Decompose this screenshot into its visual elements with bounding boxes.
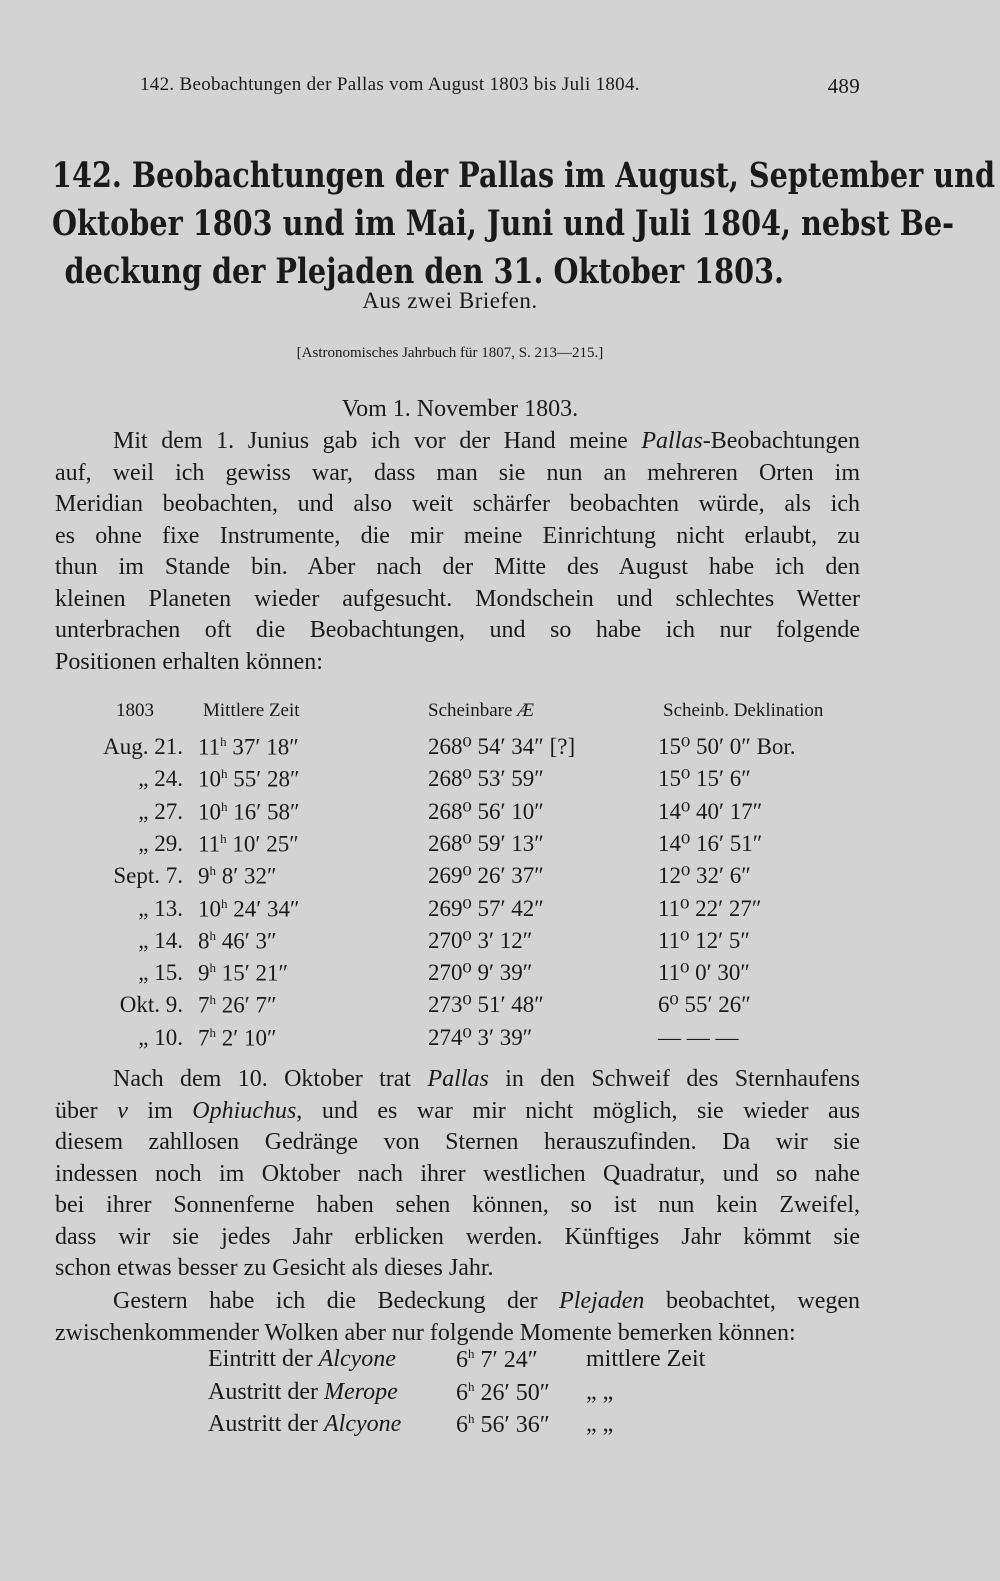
star-name: Merope [323, 1378, 398, 1405]
cell-declination: 11⁰ 12′ 5″ [658, 927, 750, 953]
hours: 9 [198, 960, 210, 986]
cell-mean-time [198, 896, 300, 923]
hour-mark: h [221, 766, 228, 782]
italic-word: Ophiuchus [192, 1097, 297, 1124]
min-sec: 10′ 25″ [226, 831, 299, 857]
paragraph-line: schon etwas besser zu Gesicht als dieses Jahr. [55, 1255, 494, 1281]
cell-right-ascension: 270⁰ 9′ 39″ [428, 960, 533, 986]
hours: 6 [456, 1412, 468, 1438]
page-number: 489 [827, 74, 860, 98]
header-right-ascension [428, 700, 534, 722]
hour-mark: h [468, 1378, 475, 1394]
header-ra-text: Scheinbare [428, 700, 513, 721]
cell-right-ascension: 268⁰ 54′ 34″ [?] [428, 734, 576, 759]
paragraph-3 [55, 1286, 860, 1349]
paragraph-line: diesem zahllosen Gedränge von Sternen herauszufinden. Da wir sie [55, 1129, 860, 1155]
event-kind: Austritt der [208, 1411, 318, 1437]
event-label [208, 1346, 396, 1373]
cell-right-ascension: 273⁰ 51′ 48″ [428, 992, 544, 1018]
event-time [456, 1411, 550, 1439]
table-row [88, 766, 868, 798]
cell-date: „ 27. [138, 798, 183, 824]
event-kind: Austritt der [208, 1378, 318, 1405]
letter-date-heading: Vom 1. November 1803. [341, 396, 579, 422]
min-sec: 55′ 28″ [227, 766, 300, 792]
event-time [456, 1379, 550, 1407]
hour-mark: h [220, 734, 227, 749]
cell-mean-time [198, 734, 299, 761]
hours: 8 [198, 928, 210, 954]
cell-right-ascension: 268⁰ 56′ 10″ [428, 798, 544, 824]
min-sec: 7′ 24″ [474, 1347, 538, 1373]
cell-declination: 15⁰ 50′ 0″ Bor. [658, 734, 796, 759]
hours: 7 [198, 1025, 210, 1051]
cell-date: Sept. 7. [113, 863, 183, 889]
paragraph-line: zwischenkommender Wolken aber nur folgende Momente bemerken können: [55, 1319, 796, 1346]
italic-word: ν [117, 1097, 128, 1124]
table-row [88, 863, 868, 895]
hour-mark: h [209, 927, 216, 943]
cell-right-ascension: 269⁰ 57′ 42″ [428, 895, 544, 921]
source-citation: [Astronomisches Jahrbuch für 1807, S. 213—215.] [296, 345, 604, 361]
hours: 7 [198, 993, 210, 1019]
cell-date: „ 14. [138, 927, 183, 953]
line-text: Gestern habe ich die Bedeckung der [113, 1288, 538, 1314]
table-row [88, 928, 868, 960]
title-line-3: deckung der Plejaden den 31. Oktober 1803. [64, 251, 785, 292]
event-label [208, 1411, 401, 1438]
cell-right-ascension: 268⁰ 53′ 59″ [428, 766, 544, 792]
hour-mark: h [209, 863, 216, 879]
header-declination: Scheinb. Deklination [663, 700, 824, 721]
min-sec: 24′ 34″ [227, 896, 300, 922]
min-sec: 56′ 36″ [474, 1412, 550, 1438]
cell-mean-time [198, 799, 300, 826]
cell-date: „ 24. [138, 766, 183, 792]
event-note: „ „ [586, 1411, 614, 1437]
cell-declination: 14⁰ 16′ 51″ [658, 830, 763, 856]
table-row [88, 960, 868, 992]
line-text: im [147, 1097, 173, 1124]
title-line-2: Oktober 1803 und im Mai, Juni und Juli 1804, nebst Be- [52, 203, 955, 244]
paragraph-line [55, 1286, 860, 1318]
hours: 10 [198, 766, 221, 792]
paragraph-line: auf, weil ich gewiss war, dass man sie nun an mehreren Orten im [55, 459, 860, 486]
cell-mean-time [198, 766, 300, 793]
event-label [208, 1379, 398, 1406]
cell-mean-time [198, 863, 277, 890]
hour-mark: h [468, 1411, 475, 1426]
hours: 11 [198, 831, 221, 857]
cell-right-ascension: 270⁰ 3′ 12″ [428, 927, 533, 953]
star-name: Alcyone [323, 1411, 402, 1437]
table-row [88, 831, 868, 863]
hours: 10 [198, 799, 221, 825]
hour-mark: h [468, 1346, 475, 1361]
min-sec: 26′ 50″ [474, 1379, 550, 1406]
hour-mark: h [209, 992, 216, 1008]
paragraph-line: Positionen erhalten können: [55, 648, 323, 675]
hours: 9 [198, 863, 210, 889]
cell-declination: 15⁰ 15′ 6″ [658, 766, 751, 792]
line-text: über [55, 1097, 98, 1124]
ra-symbol: Æ [517, 700, 535, 721]
event-kind: Eintritt der [208, 1346, 313, 1372]
paragraph-line: thun im Stande bin. Aber nach der Mitte des August habe ich den [55, 554, 860, 580]
event-time [456, 1346, 538, 1374]
hours: 6 [456, 1347, 468, 1373]
header-mean-time: Mittlere Zeit [203, 700, 300, 721]
cell-declination: 6⁰ 55′ 26″ [658, 992, 751, 1018]
min-sec: 2′ 10″ [216, 1025, 277, 1051]
cell-mean-time [198, 992, 277, 1019]
paragraph-2 [55, 1064, 860, 1285]
cell-mean-time [198, 1025, 277, 1052]
paragraph-line: bei ihrer Sonnenferne haben sehen können, so ist nun kein Zweifel, [55, 1192, 860, 1218]
cell-declination: 14⁰ 40′ 17″ [658, 798, 763, 824]
cell-declination: 12⁰ 32′ 6″ [658, 863, 751, 889]
cell-date: Okt. 9. [119, 992, 183, 1018]
line-text: Mit dem 1. Junius gab ich vor der Hand meine [113, 428, 628, 454]
table-row [88, 896, 868, 928]
paragraph-line: indessen noch im Oktober nach ihrer westlichen Quadratur, und so nahe [55, 1160, 860, 1187]
hours: 6 [456, 1379, 468, 1406]
paragraph-line [55, 1064, 860, 1096]
section-title [52, 152, 996, 296]
table-row [88, 992, 868, 1024]
cell-declination: 11⁰ 22′ 27″ [658, 895, 762, 921]
italic-word: Plejaden [559, 1288, 645, 1314]
paragraph-line [55, 426, 860, 458]
title-line-1: 142. Beobachtungen der Pallas im August, September und [52, 155, 996, 196]
cell-date: Aug. 21. [103, 734, 183, 759]
line-text: -Beobachtungen [702, 428, 861, 454]
line-text: , und es war mir nicht möglich, sie wieder aus [296, 1097, 861, 1124]
paragraph-line: unterbrachen oft die Beobachtungen, und so habe ich nur folgende [55, 617, 860, 643]
line-text: beobachtet, wegen [665, 1288, 861, 1314]
italic-word: Pallas [427, 1066, 489, 1092]
min-sec: 46′ 3″ [216, 928, 277, 954]
star-name: Alcyone [318, 1346, 396, 1372]
cell-declination: 11⁰ 0′ 30″ [658, 960, 750, 986]
cell-mean-time [198, 960, 288, 987]
event-note: mittlere Zeit [586, 1346, 706, 1372]
hour-mark: h [209, 1024, 216, 1040]
table-row [88, 799, 868, 831]
paragraph-line: es ohne fixe Instrumente, die mir meine Einrichtung nicht erlaubt, zu [55, 522, 860, 549]
cell-right-ascension: 269⁰ 26′ 37″ [428, 863, 544, 889]
running-head-text: 142. Beobachtungen der Pallas vom August 1803 bis Juli 1804. [140, 74, 640, 95]
paragraph-line: Meridian beobachten, und also weit schärfer beobachten würde, als ich [55, 491, 860, 517]
cell-mean-time [198, 831, 299, 858]
cell-mean-time [198, 928, 277, 955]
paragraph-line: kleinen Planeten wieder aufgesucht. Mondschein und schlechtes Wetter [55, 585, 860, 612]
min-sec: 37′ 18″ [226, 734, 299, 760]
running-head [140, 74, 860, 96]
subtitle: Aus zwei Briefen. [362, 288, 538, 313]
cell-right-ascension: 274⁰ 3′ 39″ [428, 1024, 533, 1050]
event-note: „ „ [586, 1378, 614, 1405]
paragraph-line [55, 1096, 860, 1128]
italic-word: Pallas [641, 428, 703, 454]
hour-mark: h [220, 830, 227, 846]
table-row [88, 1025, 868, 1057]
hours: 11 [198, 734, 221, 760]
cell-declination: — — — [658, 1024, 739, 1050]
cell-date: „ 13. [138, 895, 183, 921]
hour-mark: h [221, 798, 228, 814]
line-text: in den Schweif des Sternhaufens [505, 1066, 861, 1092]
paragraph-1 [55, 426, 860, 678]
cell-date: „ 10. [138, 1024, 183, 1050]
hour-mark: h [209, 960, 216, 976]
cell-date: „ 29. [138, 830, 183, 856]
min-sec: 16′ 58″ [227, 799, 300, 825]
paragraph-line: dass wir sie jedes Jahr erblicken werden. Künftiges Jahr kömmt sie [55, 1223, 860, 1250]
line-text: Nach dem 10. Oktober trat [113, 1066, 412, 1092]
min-sec: 26′ 7″ [216, 993, 277, 1019]
min-sec: 8′ 32″ [216, 863, 277, 889]
table-row [88, 734, 868, 766]
hours: 10 [198, 896, 221, 922]
cell-right-ascension: 268⁰ 59′ 13″ [428, 830, 544, 856]
cell-date: „ 15. [138, 960, 183, 986]
min-sec: 15′ 21″ [216, 960, 289, 986]
hour-mark: h [221, 895, 228, 911]
header-year: 1803 [116, 700, 154, 721]
